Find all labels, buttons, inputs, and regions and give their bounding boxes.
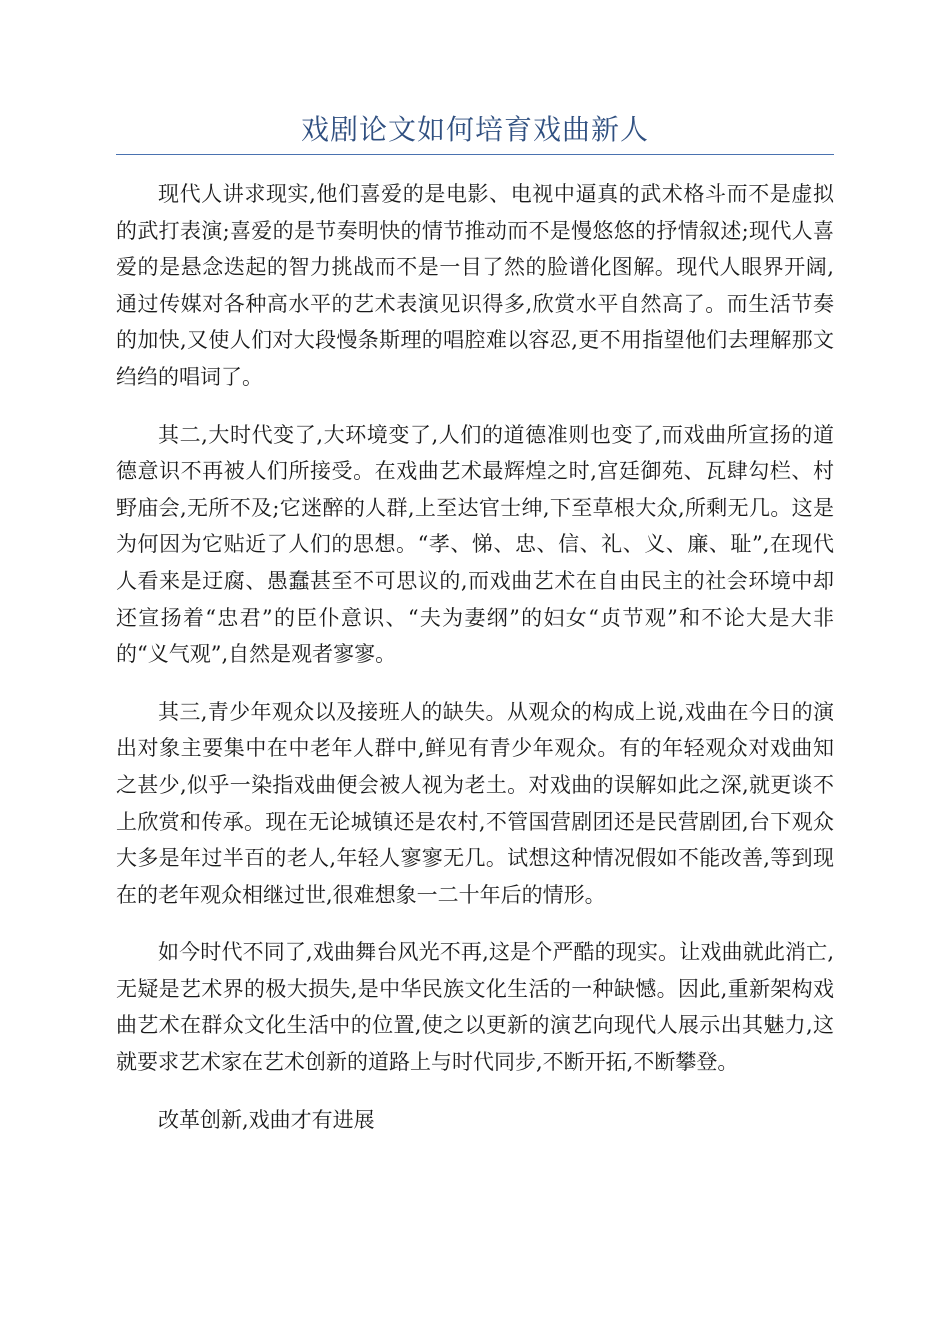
section-heading: 改革创新,戏曲才有进展 — [158, 1107, 375, 1132]
document-body — [116, 176, 834, 1159]
paragraph-3: 其三,青少年观众以及接班人的缺失。从观众的构成上说,戏曲在今日的演出对象主要集中在中老年人群中,鲜见有青少年观众。有的年轻观众对戏曲知之甚少,似乎一染指戏曲便会被人视为老土。对戏曲的误解如此之深,就更谈不上欣赏和传承。现在无论城镇还是农村,不管国营剧团还是民营剧团,台下观众大多是年过半百的老人,年轻人寥寥无几。试想这种情况假如不能改善,等到现在的老年观众相继过世,很难想象一二十年后的情形。 — [116, 699, 834, 907]
paragraph-4: 如今时代不同了,戏曲舞台风光不再,这是个严酷的现实。让戏曲就此消亡,无疑是艺术界的极大损失,是中华民族文化生活的一种缺憾。因此,重新架构戏曲艺术在群众文化生活中的位置,使之以更新的演艺向现代人展示出其魅力,这就要求艺术家在艺术创新的道路上与时代同步,不断开拓,不断攀登。 — [116, 940, 834, 1075]
paragraph-2: 其二,大时代变了,大环境变了,人们的道德准则也变了,而戏曲所宣扬的道德意识不再被人们所接受。在戏曲艺术最辉煌之时,宫廷御苑、瓦肆勾栏、村野庙会,无所不及;它迷醉的人群,上至达官士绅,下至草根大众,所剩无几。这是为何因为它贴近了人们的思想。“孝、悌、忠、信、礼、义、廉、耻”,在现代人看来是迂腐、愚蠢甚至不可思议的,而戏曲艺术在自由民主的社会环境中却还宣扬着“忠君”的臣仆意识、“夫为妻纲”的妇女“贞节观”和不论大是大非的“义气观”,自然是观者寥寥。 — [116, 422, 834, 667]
paragraph-1: 现代人讲求现实,他们喜爱的是电影、电视中逼真的武术格斗而不是虚拟的武打表演;喜爱的是节奏明快的情节推动而不是慢悠悠的抒情叙述;现代人喜爱的是悬念迭起的智力挑战而不是一目了然的脸谱化图解。现代人眼界开阔,通过传媒对各种高水平的艺术表演见识得多,欣赏水平自然高了。而生活节奏的加快,又使人们对大段慢条斯理的唱腔难以容忍,更不用指望他们去理解那文绉绉的唱词了。 — [116, 182, 834, 389]
document-title: 戏剧论文如何培育戏曲新人 — [300, 113, 649, 146]
title-underline-rule — [116, 154, 834, 155]
